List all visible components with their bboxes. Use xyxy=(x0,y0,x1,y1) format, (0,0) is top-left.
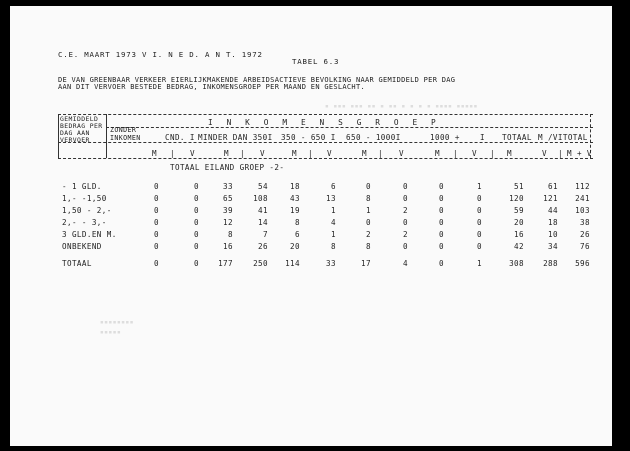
row-label: 2,- - 3,- xyxy=(62,218,107,227)
header-group-rule xyxy=(106,127,593,128)
table-cell: 7 xyxy=(263,230,268,239)
table-cell: 6 xyxy=(331,182,336,191)
table-cell: 0 xyxy=(154,206,159,215)
table-cell: 13 xyxy=(326,194,336,203)
sex-v-4: V xyxy=(399,149,404,158)
table-cell: 0 xyxy=(477,218,482,227)
table-cell: 44 xyxy=(548,206,558,215)
table-cell: 0 xyxy=(439,182,444,191)
table-cell: 0 xyxy=(194,194,199,203)
group-sep: I xyxy=(480,133,485,142)
table-cell: 33 xyxy=(223,182,233,191)
table-cell: 0 xyxy=(439,259,444,268)
row-label: - 1 GLD. xyxy=(62,182,102,191)
row-label: 3 GLD.EN M. xyxy=(62,230,117,239)
table-cell: 0 xyxy=(477,230,482,239)
stub-header: GEMIDDELD BEDRAG PER DAG AAN VERVOER xyxy=(60,115,103,144)
table-cell: 41 xyxy=(258,206,268,215)
table-cell: 2 xyxy=(403,206,408,215)
sep: | xyxy=(170,149,175,158)
table-cell: 0 xyxy=(154,194,159,203)
sep: | xyxy=(240,149,245,158)
sex-v-1: V xyxy=(190,149,195,158)
header-top-rule xyxy=(58,114,593,115)
table-cell: 76 xyxy=(580,242,590,251)
section-label: TOTAAL EILAND GROEP -2- xyxy=(170,163,285,172)
row-label: ONBEKEND xyxy=(62,242,102,251)
bleed-through-text: ▪▪▪▪▪▪▪▪ xyxy=(100,318,134,326)
sep: | xyxy=(558,149,563,158)
table-cell: 8 xyxy=(331,242,336,251)
group-mv-totaal: M /VITOTAL xyxy=(538,133,588,142)
table-cell: 0 xyxy=(366,182,371,191)
table-cell: 177 xyxy=(218,259,233,268)
table-cell: 54 xyxy=(258,182,268,191)
stub-rule xyxy=(106,114,107,158)
table-cell: 0 xyxy=(154,218,159,227)
table-cell: 0 xyxy=(154,259,159,268)
bleed-through-text: ▪▪▪▪▪ xyxy=(100,328,122,336)
table-cell: 1 xyxy=(331,230,336,239)
table-cell: 4 xyxy=(331,218,336,227)
table-cell: 121 xyxy=(543,194,558,203)
title-line-2: AAN DIT VERVOER BESTEDE BEDRAG, INKOMENSGROEP PER MAAND EN GESLACHT. xyxy=(58,83,365,91)
bleed-through-text: ▪ ▪▪▪ ▪▪▪ ▪▪ ▪ ▪▪ ▪ ▪ ▪ ▪ ▪▪▪▪ ▪▪▪▪▪ xyxy=(325,102,478,110)
table-cell: 26 xyxy=(580,230,590,239)
table-cell: 42 xyxy=(514,242,524,251)
sex-mv-total: M + V xyxy=(567,149,592,158)
table-cell: 250 xyxy=(253,259,268,268)
group-zonder: ZONDER xyxy=(110,126,137,134)
table-cell: 33 xyxy=(326,259,336,268)
table-cell: 308 xyxy=(509,259,524,268)
title-line-1: DE VAN GREENBAAR VERKEER EIERLIJKMAKENDE ARBEIDSACTIEVE BEVOLKING NAAR GEMIDDELD PER DAG xyxy=(58,76,456,84)
table-cell: 1 xyxy=(477,182,482,191)
table-cell: 0 xyxy=(439,218,444,227)
table-cell: 16 xyxy=(514,230,524,239)
row-label: 1,50 - 2,- xyxy=(62,206,112,215)
header-bottom-rule xyxy=(58,158,593,159)
table-cell: 26 xyxy=(258,242,268,251)
table-cell: 65 xyxy=(223,194,233,203)
table-cell: 39 xyxy=(223,206,233,215)
table-cell: 38 xyxy=(580,218,590,227)
table-cell: 8 xyxy=(366,194,371,203)
table-cell: 108 xyxy=(253,194,268,203)
sex-m-1: M xyxy=(152,149,157,158)
table-cell: 596 xyxy=(575,259,590,268)
table-cell: 0 xyxy=(439,206,444,215)
table-cell: 1 xyxy=(331,206,336,215)
table-cell: 0 xyxy=(194,259,199,268)
table-cell: 0 xyxy=(439,242,444,251)
table-cell: 8 xyxy=(366,242,371,251)
group-title: I N K O M E N S G R O E P xyxy=(208,118,441,127)
sex-v-3: V xyxy=(327,149,332,158)
table-cell: 0 xyxy=(194,182,199,191)
sex-m-total: M xyxy=(507,149,512,158)
row-label: TOTAAL xyxy=(62,259,92,268)
group-totaal: TOTAAL xyxy=(502,133,532,142)
table-cell: 10 xyxy=(548,230,558,239)
group-350-650: 350 - 650 I xyxy=(281,133,336,142)
table-cell: 1 xyxy=(477,259,482,268)
group-minder-dan-350: MINDER DAN 350I xyxy=(198,133,273,142)
table-cell: 34 xyxy=(548,242,558,251)
table-cell: 1 xyxy=(366,206,371,215)
group-inkomen: INKOMEN xyxy=(110,134,141,142)
table-cell: 0 xyxy=(403,242,408,251)
table-cell: 51 xyxy=(514,182,524,191)
table-cell: 0 xyxy=(154,182,159,191)
table-cell: 114 xyxy=(285,259,300,268)
group-650-1000: 650 - 1000I xyxy=(346,133,401,142)
sep: | xyxy=(453,149,458,158)
table-cell: 0 xyxy=(477,206,482,215)
table-cell: 0 xyxy=(477,194,482,203)
group-1000-plus: 1000 + xyxy=(430,133,460,142)
row-label: 1,- -1,50 xyxy=(62,194,107,203)
table-cell: 0 xyxy=(439,194,444,203)
table-cell: 0 xyxy=(403,218,408,227)
table-cell: 61 xyxy=(548,182,558,191)
table-cell: 18 xyxy=(548,218,558,227)
table-cell: 16 xyxy=(223,242,233,251)
table-cell: 12 xyxy=(223,218,233,227)
table-cell: 14 xyxy=(258,218,268,227)
table-number: TABEL 6.3 xyxy=(292,57,340,66)
table-cell: 0 xyxy=(194,242,199,251)
left-rule xyxy=(58,114,59,158)
table-cell: 6 xyxy=(295,230,300,239)
table-cell: 0 xyxy=(477,242,482,251)
sex-m-2: M xyxy=(224,149,229,158)
table-cell: 20 xyxy=(514,218,524,227)
header-mid-rule xyxy=(58,142,593,143)
table-cell: 0 xyxy=(154,242,159,251)
table-cell: 2 xyxy=(366,230,371,239)
table-cell: 0 xyxy=(194,230,199,239)
source-line: C.E. MAART 1973 V I. N E D. A N T. 1972 xyxy=(58,50,263,59)
sep: | xyxy=(308,149,313,158)
table-cell: 0 xyxy=(403,194,408,203)
sep: | xyxy=(378,149,383,158)
sex-v-2: V xyxy=(260,149,265,158)
table-cell: 2 xyxy=(403,230,408,239)
table-cell: 8 xyxy=(295,218,300,227)
sex-v-total: V xyxy=(542,149,547,158)
table-cell: 4 xyxy=(403,259,408,268)
sex-m-3: M xyxy=(292,149,297,158)
table-cell: 112 xyxy=(575,182,590,191)
document-page xyxy=(10,6,612,446)
sep: | xyxy=(490,149,495,158)
table-cell: 19 xyxy=(290,206,300,215)
table-cell: 288 xyxy=(543,259,558,268)
sex-m-5: M xyxy=(435,149,440,158)
table-cell: 0 xyxy=(439,230,444,239)
table-cell: 0 xyxy=(194,218,199,227)
table-cell: 43 xyxy=(290,194,300,203)
sex-m-4: M xyxy=(362,149,367,158)
table-cell: 0 xyxy=(194,206,199,215)
table-cell: 241 xyxy=(575,194,590,203)
sex-v-5: V xyxy=(472,149,477,158)
table-cell: 0 xyxy=(403,182,408,191)
table-cell: 18 xyxy=(290,182,300,191)
table-cell: 0 xyxy=(154,230,159,239)
table-cell: 0 xyxy=(366,218,371,227)
group-ond: CND. I xyxy=(165,133,195,142)
table-cell: 20 xyxy=(290,242,300,251)
table-cell: 17 xyxy=(361,259,371,268)
table-cell: 59 xyxy=(514,206,524,215)
table-cell: 103 xyxy=(575,206,590,215)
table-cell: 8 xyxy=(228,230,233,239)
table-cell: 120 xyxy=(509,194,524,203)
